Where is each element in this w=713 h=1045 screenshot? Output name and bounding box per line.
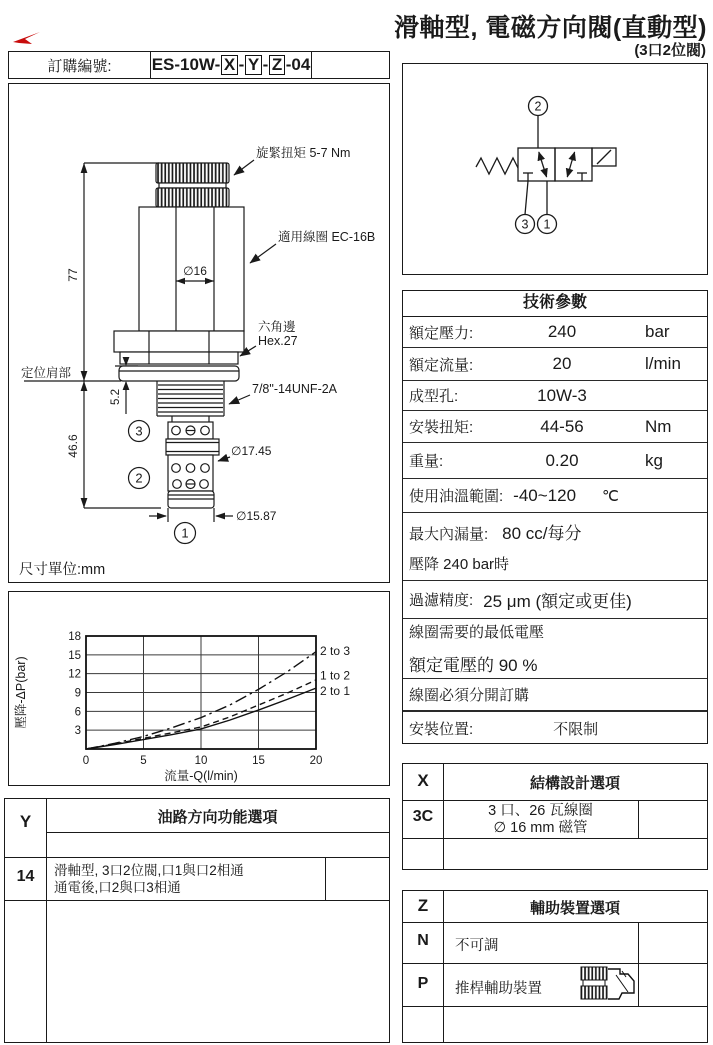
divider xyxy=(403,1006,707,1007)
divider xyxy=(403,963,707,964)
dim-52-label: 5.2 xyxy=(110,389,122,405)
divider xyxy=(638,963,639,1006)
x-row-line1: 3 口、26 瓦線圈 xyxy=(488,803,593,819)
specs-header: 技術參數 xyxy=(403,291,707,317)
divider xyxy=(638,800,639,838)
y-row-line2: 通電後,口2與口3相通 xyxy=(54,880,181,895)
hex-label-line1: 六角邊 xyxy=(258,320,296,334)
y-row-code: 14 xyxy=(16,868,35,885)
spec-value: 80 cc/每分 xyxy=(502,524,582,543)
svg-text:12: 12 xyxy=(68,668,81,681)
svg-text:10: 10 xyxy=(194,755,208,767)
spec-label: 額定流量: xyxy=(409,356,474,374)
spec-label: 過濾精度: xyxy=(409,592,474,609)
svg-text:20: 20 xyxy=(309,755,323,767)
z-row-n-description: 不可調 xyxy=(455,938,499,954)
spec-value: 0.20 xyxy=(545,450,579,470)
z-code: Z xyxy=(417,896,429,915)
port-2-balloon: 2 xyxy=(135,470,143,486)
spec-unit: Nm xyxy=(645,416,672,436)
dimension-drawing-box xyxy=(8,83,390,583)
brand-logo xyxy=(13,31,41,47)
order-empty-cell xyxy=(312,52,389,78)
svg-text:3: 3 xyxy=(74,725,81,738)
spec-filtration xyxy=(403,581,707,619)
order-code-prefix: ES-10W- xyxy=(151,55,221,74)
order-label: 訂購編號: xyxy=(9,52,151,78)
order-code-y: Y xyxy=(245,55,261,75)
dim-46-label: 46.6 xyxy=(66,434,80,458)
spec-value: 不限制 xyxy=(553,721,599,738)
page-subtitle: (3口2位閥) xyxy=(634,42,706,59)
x-row-line2: ∅ 16 mm 磁管 xyxy=(493,820,588,836)
spec-value: 44-56 xyxy=(540,416,584,436)
spec-unit: l/min xyxy=(645,354,681,373)
order-code-x: X xyxy=(221,55,237,75)
spec-value: -40~120 xyxy=(513,485,577,505)
svg-text:15: 15 xyxy=(68,649,81,662)
port-3-balloon: 3 xyxy=(135,423,143,439)
divider xyxy=(325,857,326,900)
x-row-description xyxy=(443,803,638,837)
spec-leakage-line2: 壓降 240 bar時 xyxy=(409,556,510,573)
svg-text:6: 6 xyxy=(74,706,81,719)
spec-label: 安裝位置: xyxy=(409,721,474,738)
spec-oil-temp xyxy=(403,479,707,513)
x-options-table xyxy=(402,763,708,870)
svg-text:9: 9 xyxy=(74,687,81,700)
symbol-port-2: 2 xyxy=(534,99,542,114)
spec-unit: bar xyxy=(645,322,670,341)
spec-value: 10W-3 xyxy=(537,385,587,405)
divider xyxy=(403,838,707,839)
divider xyxy=(5,900,389,901)
hydraulic-symbol-box xyxy=(402,63,708,275)
divider xyxy=(5,857,389,858)
dia-nose-label: ∅15.87 xyxy=(236,509,277,523)
spec-label: 最大內漏量: xyxy=(409,526,489,543)
dim-77-label: 77 xyxy=(66,268,80,282)
svg-text:2 to 1: 2 to 1 xyxy=(320,684,351,699)
hex-label-line2: Hex.27 xyxy=(258,334,298,348)
x-header: 結構設計選項 xyxy=(529,775,620,792)
svg-text:0: 0 xyxy=(82,755,90,767)
page-title: 滑軸型, 電磁方向閥(直動型) xyxy=(393,14,707,42)
x-row-code: 3C xyxy=(412,808,434,825)
spec-value: 20 xyxy=(552,354,572,373)
spec-rated-pressure xyxy=(403,317,707,348)
divider xyxy=(403,922,707,923)
order-code-sep2: - xyxy=(262,55,269,74)
z-options-table xyxy=(402,890,708,1043)
spec-cavity xyxy=(403,381,707,411)
svg-text:18: 18 xyxy=(68,631,81,643)
shoulder-label: 定位肩部 xyxy=(21,366,72,380)
dia-tube-label: ∅16 xyxy=(183,264,207,278)
spec-unit: ℃ xyxy=(602,487,619,505)
spec-coil-voltage-line1: 線圈需要的最低電壓 xyxy=(409,624,545,641)
spec-leakage-line1 xyxy=(409,519,582,544)
hydraulic-symbol xyxy=(403,64,705,272)
order-code xyxy=(151,52,312,78)
y-row-line1: 滑軸型, 3口2位閥,口1與口2相通 xyxy=(54,863,244,878)
svg-text:2 to 3: 2 to 3 xyxy=(320,644,351,659)
thread-label: 7/8"-14UNF-2A xyxy=(252,382,338,396)
pressure-drop-chart-box xyxy=(8,591,390,786)
spec-coil-voltage-line2: 額定電壓的 90 % xyxy=(409,656,538,675)
z-row-n-code: N xyxy=(417,932,429,949)
spec-coil-order-note: 線圈必須分開訂購 xyxy=(403,679,707,712)
spec-install-torque xyxy=(403,411,707,443)
svg-text:1 to 2: 1 to 2 xyxy=(320,668,351,683)
y-header: 油路方向功能選項 xyxy=(157,809,278,826)
order-code-suffix: -04 xyxy=(285,55,311,74)
spec-value: 25 μm (額定或更佳) xyxy=(483,592,632,611)
symbol-port-1: 1 xyxy=(543,217,551,232)
svg-text:壓降-ΔP(bar): 壓降-ΔP(bar) xyxy=(14,656,28,729)
spec-weight xyxy=(403,443,707,479)
z-header: 輔助裝置選項 xyxy=(529,900,620,917)
z-row-p-code: P xyxy=(417,975,429,992)
spec-label: 使用油溫範圍: xyxy=(409,488,504,505)
svg-text:5: 5 xyxy=(140,755,147,767)
push-rod-thumbnail xyxy=(580,965,636,1005)
y-options-table xyxy=(4,798,390,1043)
spec-leakage xyxy=(403,513,707,581)
divider xyxy=(46,832,389,833)
spec-rated-flow xyxy=(403,348,707,381)
divider xyxy=(46,799,47,1042)
spec-label: 額定壓力: xyxy=(409,324,474,342)
order-number-box xyxy=(8,51,390,79)
coil-label: 適用線圈 EC-16B xyxy=(278,230,376,244)
torque-label: 旋緊扭矩 5-7 Nm xyxy=(256,146,351,160)
svg-text:15: 15 xyxy=(252,755,265,767)
spec-label: 重量: xyxy=(409,453,444,470)
pressure-drop-chart xyxy=(9,592,387,783)
valve-dimension-drawing xyxy=(9,84,387,580)
divider xyxy=(403,800,707,801)
spec-label: 成型孔: xyxy=(409,388,459,405)
unit-note: 尺寸單位:mm xyxy=(19,562,106,578)
symbol-port-3: 3 xyxy=(521,217,529,232)
order-code-z: Z xyxy=(269,55,284,75)
tech-specs-table xyxy=(402,290,708,744)
spec-coil-voltage xyxy=(403,619,707,679)
y-code: Y xyxy=(19,812,32,831)
spec-value: 240 xyxy=(547,322,577,341)
port-1-balloon: 1 xyxy=(181,525,189,541)
dia-upper-label: ∅17.45 xyxy=(231,444,272,458)
z-row-p-description: 推桿輔助裝置 xyxy=(455,981,542,997)
divider xyxy=(638,922,639,963)
spec-label: 安裝扭矩: xyxy=(409,419,474,436)
svg-text:流量-Q(l/min): 流量-Q(l/min) xyxy=(164,769,238,783)
spec-mounting xyxy=(403,712,707,744)
spec-unit: kg xyxy=(645,450,663,470)
x-code: X xyxy=(417,771,429,790)
order-code-sep1: - xyxy=(238,55,245,74)
y-row-description xyxy=(54,862,244,896)
